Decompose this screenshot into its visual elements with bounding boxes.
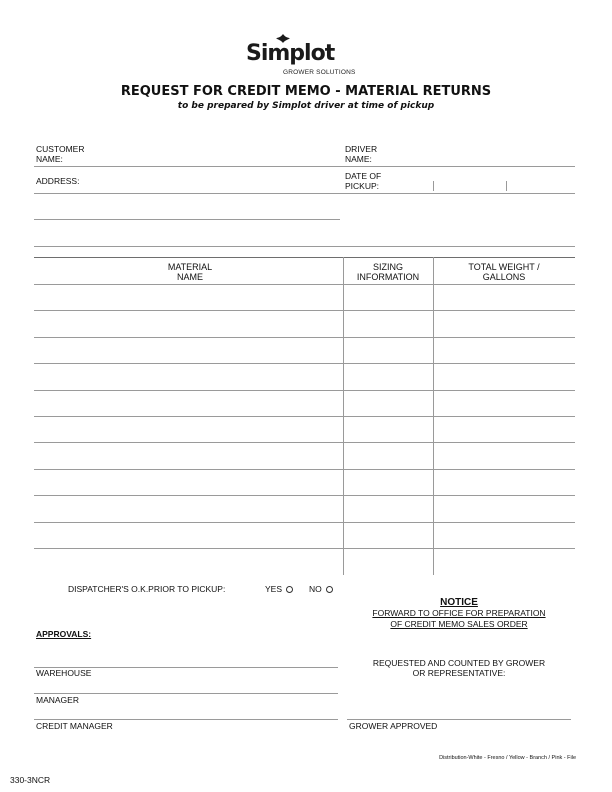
credit-manager-signature-line[interactable] (34, 719, 338, 720)
customer-name-label: CUSTOMER NAME: (36, 144, 85, 164)
form-title: REQUEST FOR CREDIT MEMO - MATERIAL RETURNS (120, 84, 492, 99)
warehouse-label: WAREHOUSE (36, 668, 92, 678)
notice-title: NOTICE (440, 597, 478, 608)
grower-signature-line[interactable] (347, 719, 571, 720)
table-row[interactable] (34, 310, 575, 311)
grower-request-line-1: REQUESTED AND COUNTED BY GROWER (372, 658, 546, 668)
table-row[interactable] (34, 390, 575, 391)
table-row[interactable] (34, 495, 575, 496)
logo-wordmark: Simplot (246, 41, 335, 66)
grower-request-line-2: OR REPRESENTATIVE: (412, 668, 506, 678)
notice-line-1: FORWARD TO OFFICE FOR PREPARATION (372, 608, 546, 618)
customer-name-line[interactable] (34, 166, 575, 167)
form-subtitle: to be prepared by Simplot driver at time of pickup (177, 101, 435, 111)
address-line[interactable] (34, 193, 575, 194)
dispatcher-no-option[interactable] (309, 584, 333, 594)
header-material-name: MATERIAL NAME (167, 262, 213, 282)
approvals-title: APPROVALS: (36, 629, 92, 639)
yes-label: YES (265, 584, 283, 594)
address-line-3[interactable] (34, 246, 575, 247)
manager-signature-line[interactable] (34, 693, 338, 694)
yes-radio[interactable] (286, 586, 293, 593)
table-top-border (34, 257, 575, 258)
date-divider-2 (506, 181, 507, 191)
credit-manager-label: CREDIT MANAGER (36, 721, 113, 731)
table-row[interactable] (34, 469, 575, 470)
date-divider-1 (433, 181, 434, 191)
dispatcher-yes-option[interactable] (265, 584, 293, 594)
form-number: 330-3NCR (10, 775, 51, 785)
no-label: NO (309, 584, 322, 594)
header-total-weight: TOTAL WEIGHT / GALLONS (468, 262, 540, 282)
no-radio[interactable] (326, 586, 333, 593)
address-label: ADDRESS: (36, 176, 80, 186)
header-sizing-information: SIZING INFORMATION (356, 262, 420, 282)
table-row[interactable] (34, 548, 575, 549)
grower-approved-label: GROWER APPROVED (349, 721, 438, 731)
table-row[interactable] (34, 284, 575, 285)
dispatcher-label: DISPATCHER'S O.K.PRIOR TO PICKUP: (68, 584, 226, 594)
address-line-2[interactable] (34, 219, 340, 220)
table-row[interactable] (34, 337, 575, 338)
manager-label: MANAGER (36, 695, 79, 705)
driver-name-label: DRIVER NAME: (345, 144, 378, 164)
simplot-logo (246, 34, 366, 78)
table-row[interactable] (34, 442, 575, 443)
notice-line-2: OF CREDIT MEMO SALES ORDER (390, 619, 528, 629)
date-of-pickup-label: DATE OF PICKUP: (345, 171, 382, 191)
table-row[interactable] (34, 522, 575, 523)
distribution-note: Distribution-White - Fresno / Yellow - Branch / Pink - File (439, 755, 576, 761)
table-row[interactable] (34, 416, 575, 417)
table-row[interactable] (34, 363, 575, 364)
logo-subtitle: GROWER SOLUTIONS (283, 69, 356, 76)
